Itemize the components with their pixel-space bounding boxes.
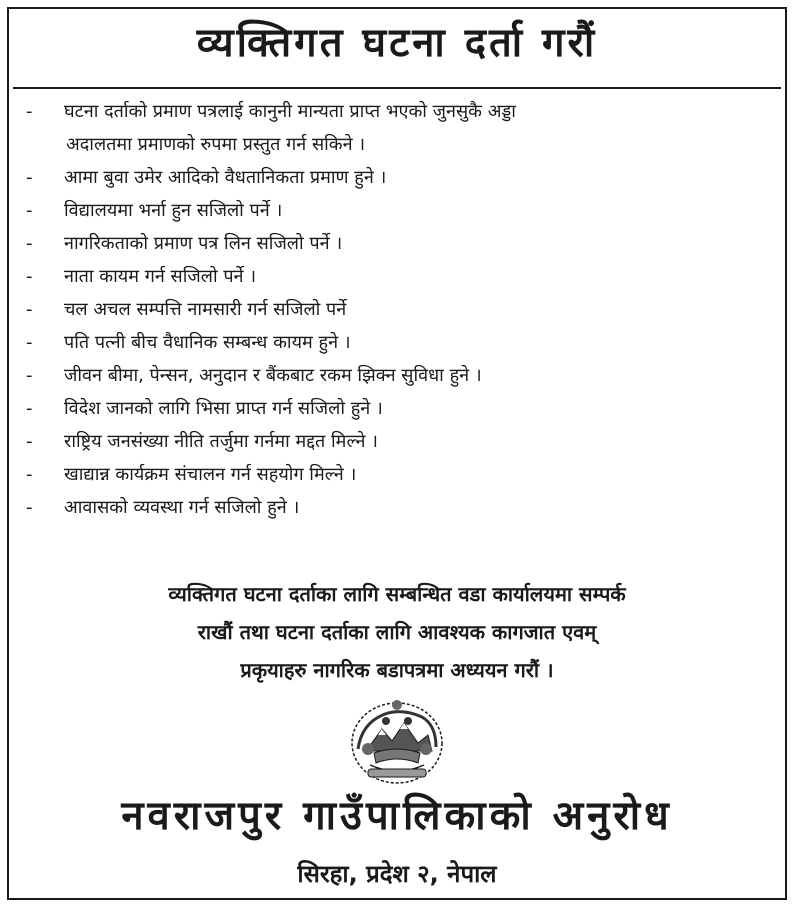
bullet-dash: - <box>26 299 33 320</box>
list-item-text-continued: अदालतमा प्रमाणको रुपमा प्रस्तुत गर्न सकिने । <box>66 134 366 155</box>
bullet-dash: - <box>26 167 33 188</box>
list-item <box>9 293 785 326</box>
page-title: व्यक्तिगत घटना दर्ता गरौं <box>196 20 598 66</box>
list-item <box>9 161 785 194</box>
callout-line: प्रकृयाहरु नागरिक बडापत्रमा अध्ययन गरौं । <box>240 658 554 682</box>
list-item <box>9 194 785 227</box>
contact-callout <box>9 575 785 689</box>
list-item-text: खाद्यान्न कार्यक्रम संचालन गर्न सहयोग मिल्ने । <box>64 464 357 485</box>
bullet-dash: - <box>26 497 33 518</box>
emblem-graphic <box>348 691 446 789</box>
list-item-text: विद्यालयमा भर्ना हुन सजिलो पर्ने । <box>64 200 283 221</box>
list-item-text: घटना दर्ताको प्रमाण पत्रलाई कानुनी मान्यता प्राप्त भएको जुनसुकै अड्डा <box>64 101 516 122</box>
list-item-text: चल अचल सम्पत्ति नामसारी गर्न सजिलो पर्ने <box>64 299 347 320</box>
bullet-dash: - <box>26 464 33 485</box>
bullet-dash: - <box>26 431 33 452</box>
list-item-text: राष्ट्रिय जनसंख्या नीति तर्जुमा गर्नमा मद्दत मिल्ने । <box>64 431 378 452</box>
bullet-dash: - <box>26 398 33 419</box>
list-item <box>9 392 785 425</box>
callout-line: राखौं तथा घटना दर्ताका लागि आवश्यक कागजात एवम् <box>197 620 597 644</box>
bullet-dash: - <box>26 200 33 221</box>
organization-name: नवराजपुर गाउँपालिकाको अनुरोध <box>121 793 673 839</box>
bullet-dash: - <box>26 101 33 122</box>
list-item <box>9 260 785 293</box>
list-item-text: जीवन बीमा, पेन्सन, अनुदान र बैंकबाट रकम झिक्न सुविधा हुने । <box>64 365 482 386</box>
bullet-dash: - <box>26 266 33 287</box>
list-item-text: नाता कायम गर्न सजिलो पर्ने । <box>64 266 257 287</box>
list-item <box>9 95 785 161</box>
bullet-dash: - <box>26 332 33 353</box>
list-item <box>9 425 785 458</box>
list-item-text: आमा बुवा उमेर आदिको वैधतानिकता प्रमाण हुने । <box>64 167 387 188</box>
title-divider <box>13 87 781 89</box>
list-item-text: पति पत्नी बीच वैधानिक सम्बन्ध कायम हुने । <box>64 332 351 353</box>
list-item <box>9 491 785 524</box>
nepal-government-emblem-icon <box>348 691 446 789</box>
list-item-text: आवासको व्यवस्था गर्न सजिलो हुने । <box>64 497 300 518</box>
callout-line: व्यक्तिगत घटना दर्ताका लागि सम्बन्धित वडा कार्यालयमा सम्पर्क <box>168 582 626 606</box>
list-item <box>9 227 785 260</box>
notice-page <box>7 7 787 900</box>
organization-address: सिरहा, प्रदेश २, नेपाल <box>297 860 497 888</box>
list-item <box>9 359 785 392</box>
list-item <box>9 458 785 491</box>
bullet-dash: - <box>26 233 33 254</box>
list-item-text: विदेश जानको लागि भिसा प्राप्त गर्न सजिलो हुने । <box>64 398 383 419</box>
bullet-dash: - <box>26 365 33 386</box>
benefits-list <box>9 95 785 524</box>
list-item-text: नागरिकताको प्रमाण पत्र लिन सजिलो पर्ने । <box>64 233 343 254</box>
list-item <box>9 326 785 359</box>
